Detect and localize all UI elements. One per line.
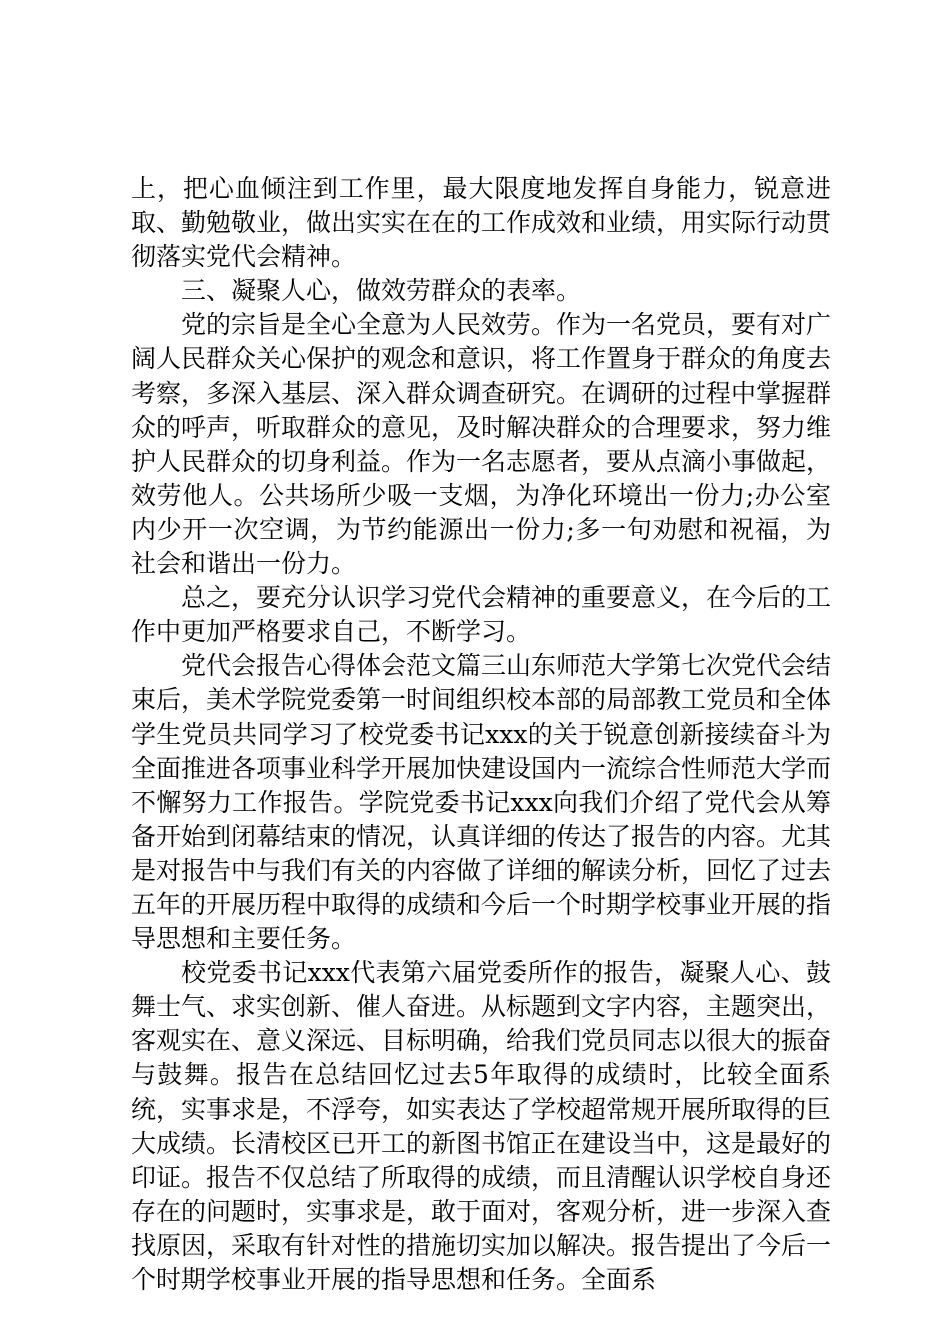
paragraph: 总之，要充分认识学习党代会精神的重要意义，在今后的工作中更加严格要求自己，不断学习。 <box>131 583 832 647</box>
paragraph: 校党委书记xxx代表第六届党委所作的报告，凝聚人心、鼓舞士气、求实创新、催人奋进。从标题到文字内容，主题突出，客观实在、意义深远、目标明确，给我们党员同志以很大的振奋与鼓舞。报告在总结回忆过去5年取得的成绩时，比较全面系统，实事求是，不浮夸，如实表达了学校超常规开展所取得的巨大成绩。长清校区已开工的新图书馆正在建设当中，这是最好的印证。报告不仅总结了所取得的成绩，而且清醒认识学校自身还存在的问题时，实事求是，敢于面对，客观分析，进一步深入查找原因，采取有针对性的措施切实加以解决。报告提出了今后一个时期学校事业开展的指导思想和任务。全面系 <box>131 958 832 1294</box>
section-heading: 三、凝聚人心，做效劳群众的表率。 <box>181 276 582 306</box>
paragraph: 党的宗旨是全心全意为人民效劳。作为一名党员，要有对广阔人民群众关心保护的观念和意识，将工作置身于群众的角度去考察，多深入基层、深入群众调查研究。在调研的过程中掌握群众的呼声，听取群众的意见，及时解决群众的合理要求，努力维护人民群众的切身利益。作为一名志愿者，要从点滴小事做起，效劳他人。公共场所少吸一支烟，为净化环境出一份力;办公室内少开一次空调，为节约能源出一份力;多一句劝慰和祝福，为社会和谐出一份力。 <box>131 310 832 579</box>
document-body <box>131 172 831 1297</box>
paragraph-continuation: 上，把心血倾注到工作里，最大限度地发挥自身能力，锐意进取、勤勉敬业，做出实实在在的工作成效和业绩，用实际行动贯彻落实党代会精神。 <box>131 174 832 272</box>
paragraph: 党代会报告心得体会范文篇三山东师范大学第七次党代会结束后，美术学院党委第一时间组织校本部的局部教工党员和全体学生党员共同学习了校党委书记xxx的关于锐意创新接续奋斗为全面推进各项事业科学开展加快建设国内一流综合性师范大学而不懈努力工作报告。学院党委书记xxx向我们介绍了党代会从筹备开始到闭幕结束的情况，认真详细的传达了报告的内容。尤其是对报告中与我们有关的内容做了详细的解读分析，回忆了过去五年的开展历程中取得的成绩和今后一个时期学校事业开展的指导思想和主要任务。 <box>131 651 832 954</box>
